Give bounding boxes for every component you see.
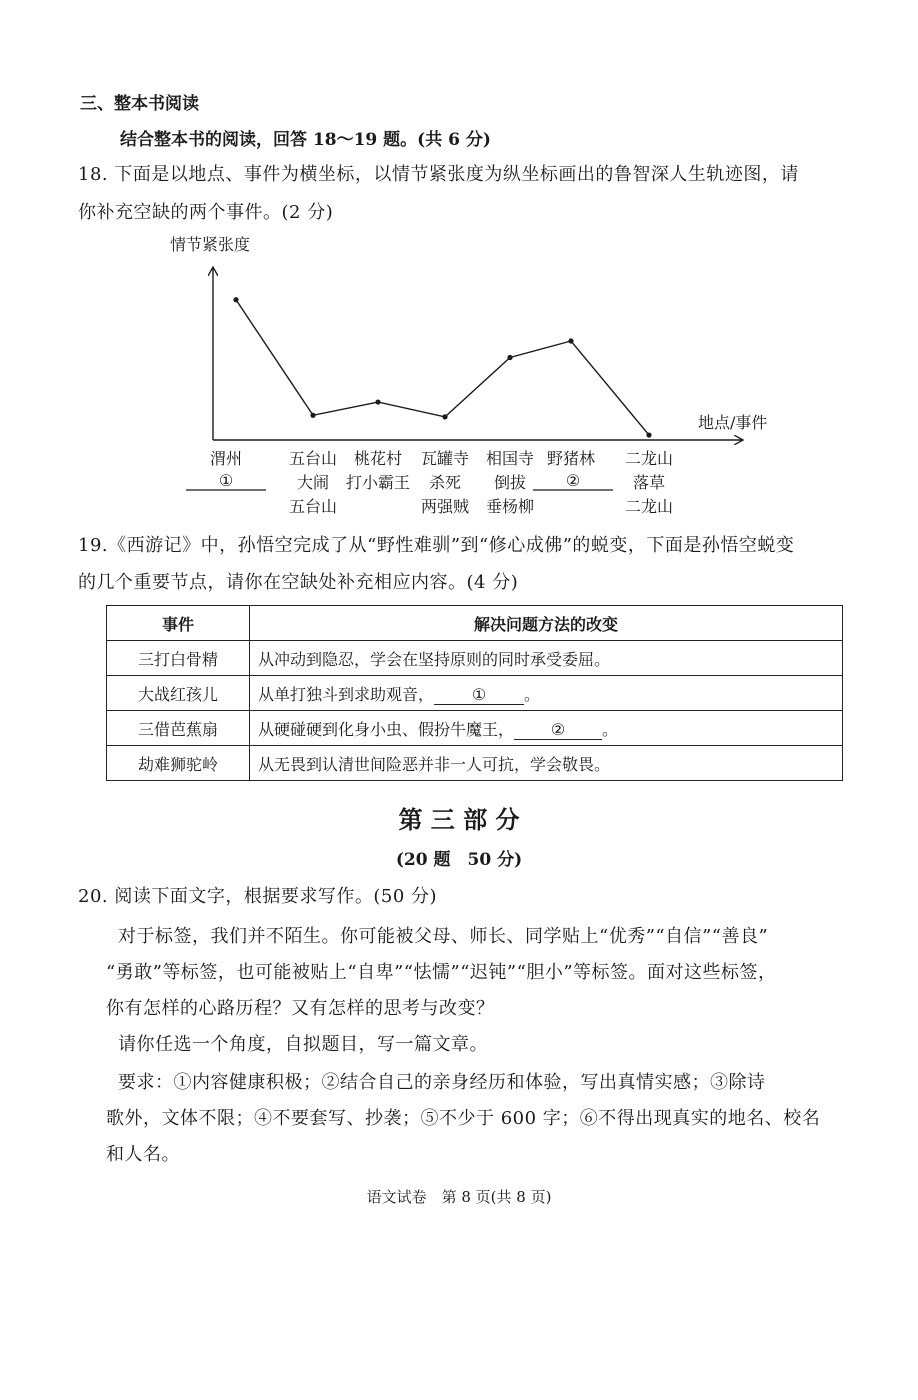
table-cell-text: 从单打独斗到求助观音， [258,684,435,704]
q18-line1: 18. 下面是以地点、事件为横坐标，以情节紧张度为纵坐标画出的鲁智深人生轨迹图，请 [78,164,799,185]
chart-y-label: 情节紧张度 [170,235,251,254]
table-cell-method [250,711,843,746]
q20-prompt: 20. 阅读下面文字，根据要求写作。(50 分) [78,886,438,907]
chart-tick-label: 倒拔 [493,473,527,492]
table-cell-event: 三打白骨精 [107,641,250,676]
chart-tick-label: 垂杨柳 [485,497,535,516]
table-cell-method [250,641,843,676]
chart-blank-marker: ② [565,471,581,490]
trajectory-chart [160,228,800,523]
q20-paragraph1-line3: 你有怎样的心路历程？又有怎样的思考与改变？ [106,998,495,1019]
table-cell-method [250,746,843,781]
q19-line2: 的几个重要节点，请你在空缺处补充相应内容。(4 分) [78,572,519,593]
q18-line2: 你补充空缺的两个事件。(2 分) [78,202,334,223]
table-cell-text: 从冲动到隐忍，学会在坚持原则的同时承受委屈。 [258,649,611,669]
chart-tick-label: 相国寺 [485,449,535,468]
table-cell-event: 三借芭蕉扇 [107,711,250,746]
chart-tick-label: 杀死 [428,473,462,492]
q20-requirements-line1: 要求：①内容健康积极；②结合自己的亲身经历和体验，写出真情实感；③除诗 [118,1072,766,1093]
chart-tick-label: 打小霸王 [345,473,411,492]
section-heading: 三、整本书阅读 [80,94,199,114]
chart-tick-label: 落草 [632,473,666,492]
chart-tick-label: 二龙山 [624,449,674,468]
table-cell-method [250,676,843,711]
q20-paragraph2: 请你任选一个角度，自拟题目，写一篇文章。 [118,1034,488,1055]
chart-point [442,414,447,419]
chart-tick-label: 五台山 [288,449,338,468]
table-header-method: 解决问题方法的改变 [250,606,843,641]
chart-point [646,432,651,437]
section-intro: 结合整本书的阅读，回答 18～19 题。(共 6 分) [120,130,491,150]
chart-tick-label: 渭州 [209,449,243,468]
q20-requirements-line2: 歌外，文体不限；④不要套写、抄袭；⑤不少于 600 字；⑥不得出现真实的地名、校名 [106,1108,821,1129]
table-row [107,676,843,711]
chart-point [568,338,573,343]
table-cell-event: 大战红孩儿 [107,676,250,711]
part-subtitle: (20 题 50 分) [395,850,523,870]
table-row [107,746,843,781]
chart-point [507,355,512,360]
chart-tick-label: 二龙山 [624,497,674,516]
chart-point [375,399,380,404]
table-row [107,711,843,746]
table-row [107,641,843,676]
chart-series-line [236,300,649,435]
chart-tick-label: 桃花村 [353,449,403,468]
table-cell-text: 从硬碰硬到化身小虫、假扮牛魔王， [258,719,515,739]
chart-tick-label: 五台山 [288,497,338,516]
answer-blank-2[interactable]: ② [514,720,602,740]
chart-x-label: 地点/事件 [698,413,768,432]
chart-point [233,297,238,302]
q20-requirements-line3: 和人名。 [106,1144,180,1165]
q20-paragraph1-line1: 对于标签，我们并不陌生。你可能被父母、师长、同学贴上“优秀”“自信”“善良” [118,926,769,947]
table-cell-end: 。 [524,684,541,704]
part-title: 第 三 部 分 [398,805,520,834]
chart-point [310,413,315,418]
q19-line1: 19.《西游记》中，孙悟空完成了从“野性难驯”到“修心成佛”的蜕变，下面是孙悟空蜕变 [78,535,795,556]
table-cell-event: 劫难狮驼岭 [107,746,250,781]
table-cell-end: 。 [602,719,619,739]
chart-blank-marker: ① [218,471,234,490]
sun-wukong-table [106,605,843,781]
chart-tick-label: 瓦罐寺 [420,449,470,468]
answer-blank-1[interactable]: ① [434,685,524,705]
table-cell-text: 从无畏到认清世间险恶并非一人可抗，学会敬畏。 [258,754,611,774]
table-header-event: 事件 [107,606,250,641]
table-header-row [107,606,843,641]
page-footer: 语文试卷 第 8 页(共 8 页) [366,1188,552,1206]
chart-tick-label: 大闹 [296,473,330,492]
q20-paragraph1-line2: “勇敢”等标签，也可能被贴上“自卑”“怯懦”“迟钝”“胆小”等标签。面对这些标签， [106,962,777,983]
chart-tick-label: 两强贼 [420,497,470,516]
chart-tick-label: 野猪林 [546,449,596,468]
